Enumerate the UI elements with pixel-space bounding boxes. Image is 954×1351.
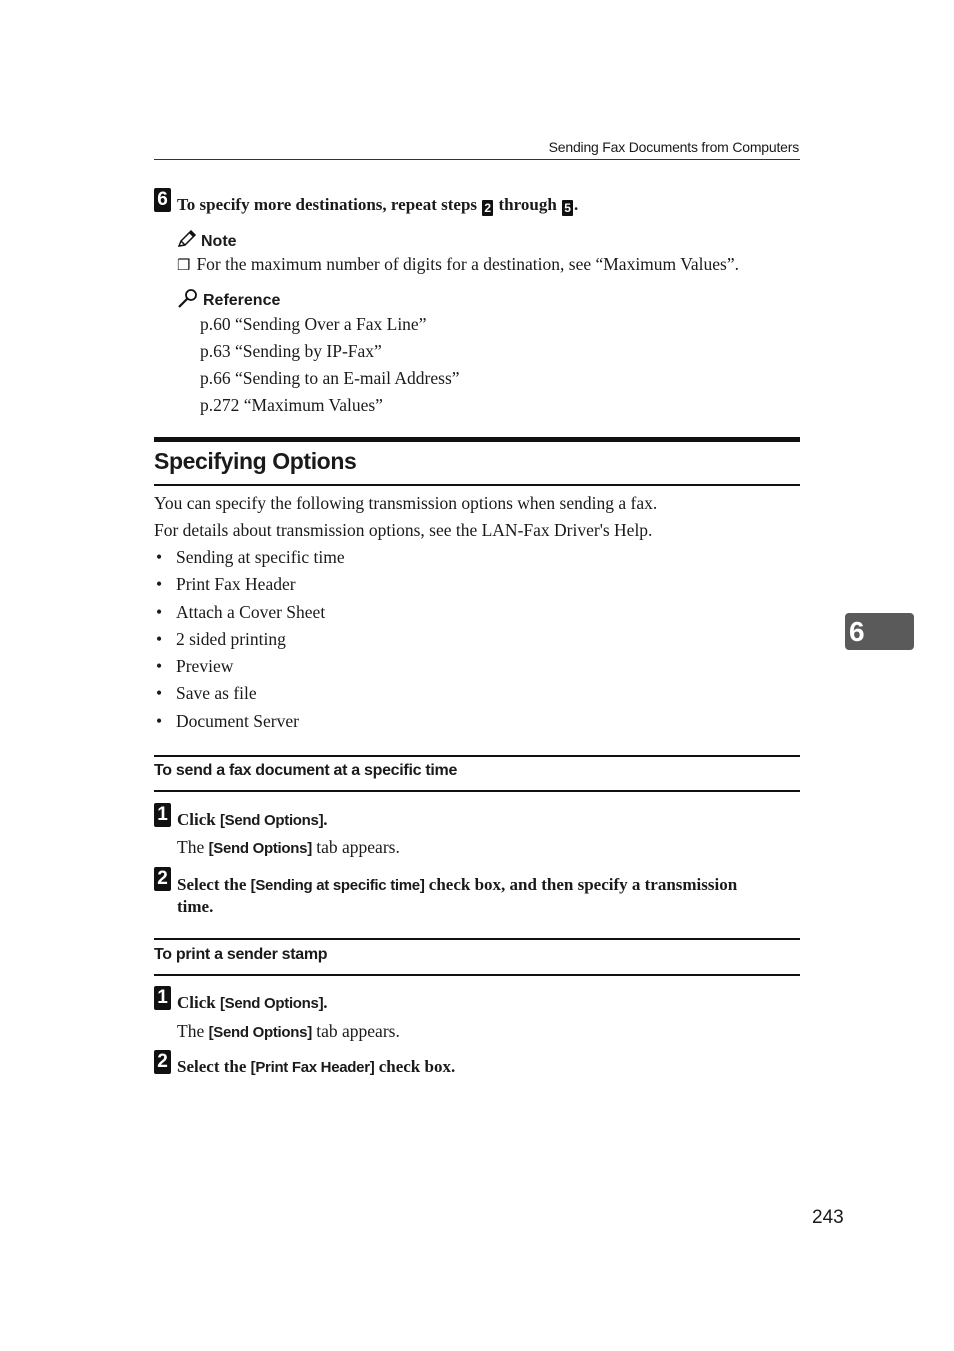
subsection-top-rule xyxy=(154,938,800,940)
subsection-top-rule xyxy=(154,755,800,757)
chapter-tab: 6 xyxy=(845,613,914,650)
section-title-rule xyxy=(154,484,800,486)
subsection-title: To send a fax document at a specific time xyxy=(154,762,458,779)
step-1-icon: 1 xyxy=(154,803,171,827)
step-1-text: Click [Send Options]. xyxy=(177,993,328,1012)
subsection-title: To print a sender stamp xyxy=(154,946,328,963)
section-title: Specifying Options xyxy=(154,448,357,474)
step-1-result: The [Send Options] tab appears. xyxy=(177,1021,400,1041)
step-6-text: To specify more destinations, repeat steps 2 through 5 . xyxy=(177,195,579,215)
running-header: Sending Fax Documents from Computers xyxy=(548,139,799,155)
note-item: ❒ For the maximum number of digits for a destination, see “Maximum Values”. xyxy=(177,254,740,274)
reference-list xyxy=(200,311,460,419)
section-intro xyxy=(154,490,657,544)
note-heading: Note xyxy=(177,230,237,251)
reference-link[interactable]: p.66 “Sending to an E-mail Address” xyxy=(200,368,460,388)
step-1-text: Click [Send Options]. xyxy=(177,810,328,829)
section-top-rule xyxy=(154,437,800,442)
reference-link[interactable]: p.63 “Sending by IP-Fax” xyxy=(200,341,382,361)
step-2-text: Select the [Print Fax Header] check box. xyxy=(177,1057,456,1076)
reference-link[interactable]: p.60 “Sending Over a Fax Line” xyxy=(200,314,427,334)
pencil-icon xyxy=(177,230,197,248)
step-ref-icon: 2 xyxy=(482,200,493,216)
magnifier-icon xyxy=(177,288,199,308)
step-2-icon: 2 xyxy=(154,867,171,891)
header-rule xyxy=(154,159,800,160)
intro-line: For details about transmission options, see the LAN-Fax Driver's Help. xyxy=(154,520,653,540)
step-ref-icon: 5 xyxy=(562,200,573,216)
reference-link[interactable]: p.272 “Maximum Values” xyxy=(200,395,383,415)
step-2-text: Select the [Sending at specific time] check box, and then specify a transmission time. xyxy=(177,875,738,916)
intro-line: You can specify the following transmission options when sending a fax. xyxy=(154,493,658,513)
page-number: 243 xyxy=(812,1207,844,1228)
checkbox-icon: ❒ xyxy=(177,258,191,274)
reference-heading: Reference xyxy=(177,288,280,310)
subsection-bottom-rule xyxy=(154,974,800,976)
list-item: • Document Server xyxy=(154,708,345,735)
step-6-icon: 6 xyxy=(154,188,171,212)
list-item: • Preview xyxy=(154,653,345,680)
list-item: • Save as file xyxy=(154,680,345,707)
list-item: • 2 sided printing xyxy=(154,626,345,653)
list-item: • Sending at specific time xyxy=(154,544,345,571)
options-list xyxy=(154,544,345,735)
subsection-bottom-rule xyxy=(154,790,800,792)
step-1-result: The [Send Options] tab appears. xyxy=(177,837,400,857)
step-1-icon: 1 xyxy=(154,986,171,1010)
send-options-label: [Send Options] xyxy=(219,812,324,829)
list-item: • Print Fax Header xyxy=(154,571,345,598)
list-item: • Attach a Cover Sheet xyxy=(154,599,345,626)
step-2-icon: 2 xyxy=(154,1050,171,1074)
